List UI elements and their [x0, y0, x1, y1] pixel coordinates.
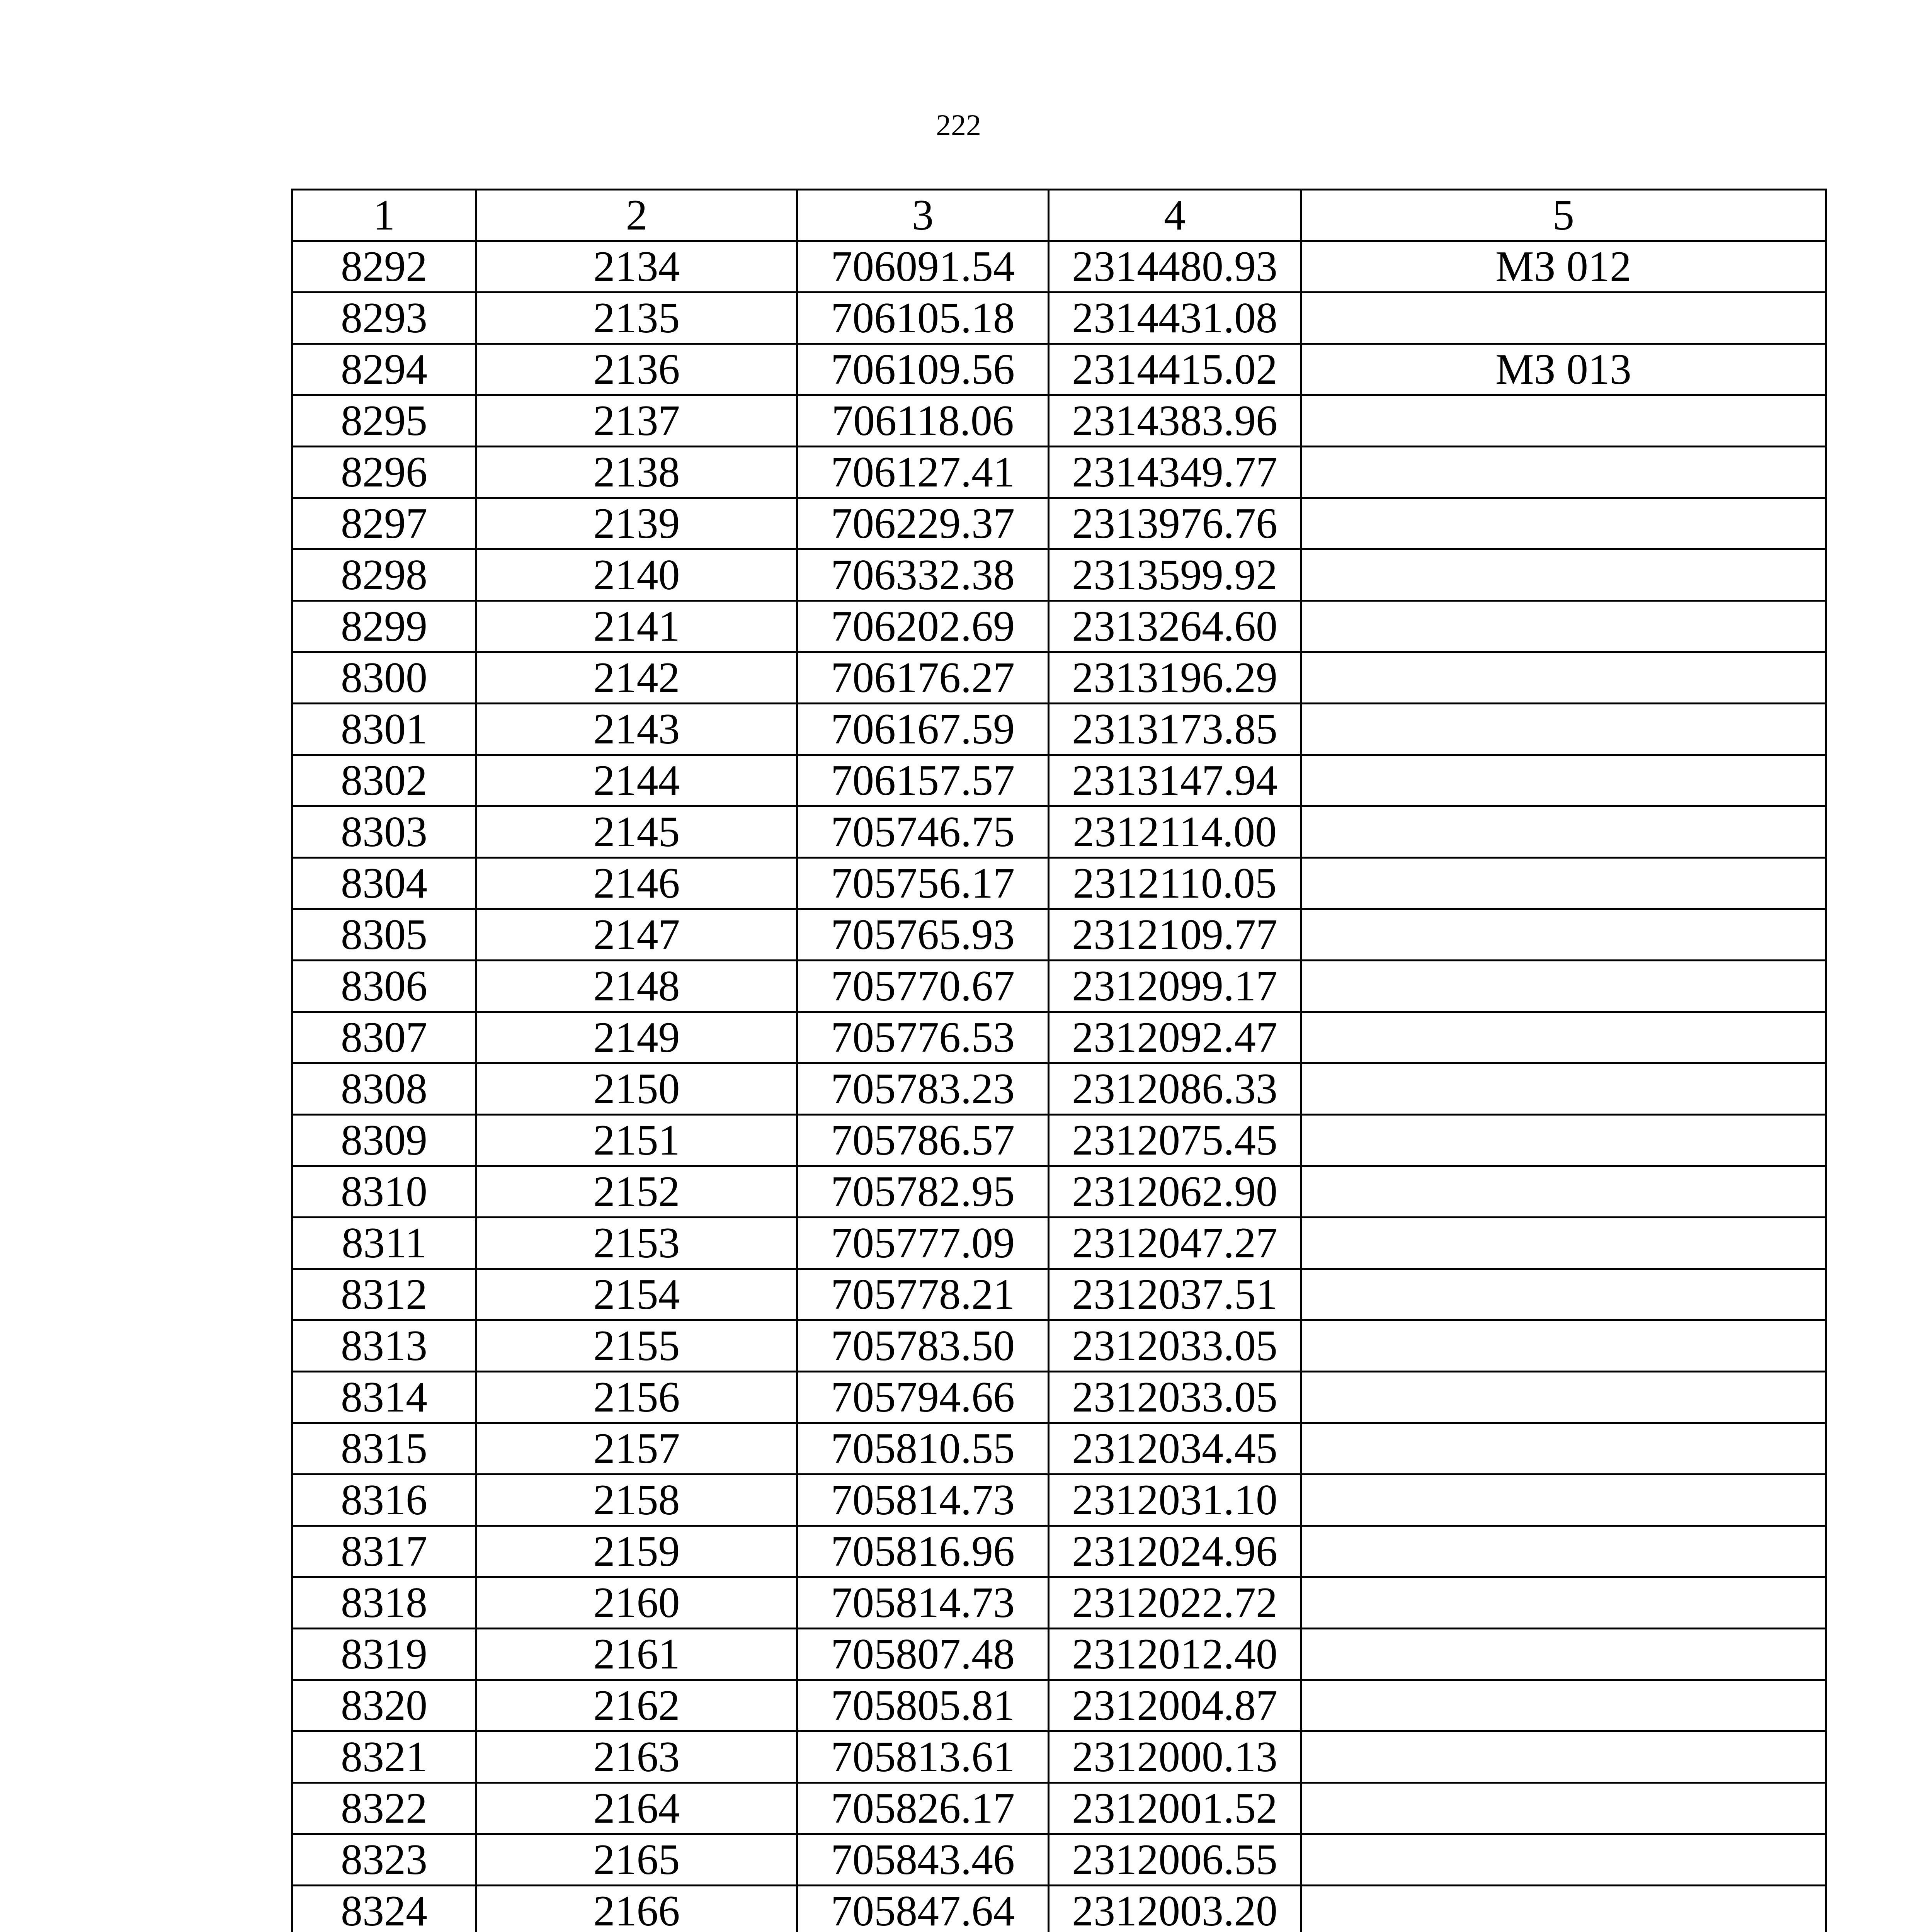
cell-point-number: 8293 [292, 293, 476, 344]
cell-note [1301, 1629, 1826, 1680]
cell-note [1301, 1423, 1826, 1475]
table-row [292, 1526, 1826, 1577]
cell-y-coordinate: 2314383.96 [1049, 395, 1301, 447]
table-row [292, 652, 1826, 704]
column-header-2: 2 [476, 190, 797, 241]
cell-x-coordinate: 705810.55 [797, 1423, 1049, 1475]
cell-index: 2150 [476, 1063, 797, 1115]
cell-note [1301, 447, 1826, 498]
cell-x-coordinate: 706118.06 [797, 395, 1049, 447]
cell-x-coordinate: 705807.48 [797, 1629, 1049, 1680]
table-row [292, 395, 1826, 447]
cell-x-coordinate: 705814.73 [797, 1475, 1049, 1526]
cell-y-coordinate: 2313976.76 [1049, 498, 1301, 549]
coordinates-table [291, 189, 1827, 1932]
table-row [292, 755, 1826, 806]
cell-x-coordinate: 705847.64 [797, 1886, 1049, 1932]
cell-x-coordinate: 706105.18 [797, 293, 1049, 344]
cell-note [1301, 1680, 1826, 1731]
cell-note [1301, 704, 1826, 755]
cell-note [1301, 1012, 1826, 1063]
cell-y-coordinate: 2312099.17 [1049, 961, 1301, 1012]
cell-y-coordinate: 2313264.60 [1049, 601, 1301, 652]
cell-y-coordinate: 2313196.29 [1049, 652, 1301, 704]
cell-x-coordinate: 705814.73 [797, 1577, 1049, 1629]
cell-x-coordinate: 705756.17 [797, 858, 1049, 909]
cell-note [1301, 858, 1826, 909]
cell-x-coordinate: 706332.38 [797, 549, 1049, 601]
cell-index: 2153 [476, 1218, 797, 1269]
column-header-1: 1 [292, 190, 476, 241]
cell-index: 2134 [476, 241, 797, 293]
cell-point-number: 8299 [292, 601, 476, 652]
cell-note [1301, 498, 1826, 549]
page-number: 222 [936, 108, 981, 142]
cell-note [1301, 1218, 1826, 1269]
cell-point-number: 8304 [292, 858, 476, 909]
cell-note [1301, 1320, 1826, 1372]
cell-note [1301, 652, 1826, 704]
cell-point-number: 8294 [292, 344, 476, 395]
table-row [292, 601, 1826, 652]
cell-y-coordinate: 2312110.05 [1049, 858, 1301, 909]
cell-index: 2141 [476, 601, 797, 652]
cell-note [1301, 1783, 1826, 1834]
cell-index: 2155 [476, 1320, 797, 1372]
cell-index: 2164 [476, 1783, 797, 1834]
table-row [292, 344, 1826, 395]
cell-index: 2159 [476, 1526, 797, 1577]
cell-x-coordinate: 706157.57 [797, 755, 1049, 806]
cell-x-coordinate: 706167.59 [797, 704, 1049, 755]
cell-index: 2136 [476, 344, 797, 395]
cell-note [1301, 1886, 1826, 1932]
cell-x-coordinate: 706091.54 [797, 241, 1049, 293]
cell-y-coordinate: 2314349.77 [1049, 447, 1301, 498]
cell-index: 2138 [476, 447, 797, 498]
cell-x-coordinate: 706109.56 [797, 344, 1049, 395]
cell-index: 2162 [476, 1680, 797, 1731]
cell-index: 2139 [476, 498, 797, 549]
table-row [292, 447, 1826, 498]
cell-index: 2148 [476, 961, 797, 1012]
cell-index: 2142 [476, 652, 797, 704]
cell-index: 2143 [476, 704, 797, 755]
cell-y-coordinate: 2312034.45 [1049, 1423, 1301, 1475]
cell-point-number: 8305 [292, 909, 476, 961]
cell-point-number: 8292 [292, 241, 476, 293]
cell-x-coordinate: 705805.81 [797, 1680, 1049, 1731]
cell-x-coordinate: 705794.66 [797, 1372, 1049, 1423]
cell-index: 2165 [476, 1834, 797, 1886]
cell-point-number: 8297 [292, 498, 476, 549]
cell-note [1301, 1577, 1826, 1629]
cell-x-coordinate: 705777.09 [797, 1218, 1049, 1269]
cell-x-coordinate: 705816.96 [797, 1526, 1049, 1577]
cell-y-coordinate: 2312047.27 [1049, 1218, 1301, 1269]
cell-y-coordinate: 2312092.47 [1049, 1012, 1301, 1063]
cell-point-number: 8321 [292, 1731, 476, 1783]
cell-point-number: 8307 [292, 1012, 476, 1063]
cell-x-coordinate: 705746.75 [797, 806, 1049, 858]
column-header-3: 3 [797, 190, 1049, 241]
cell-point-number: 8319 [292, 1629, 476, 1680]
table-row [292, 961, 1826, 1012]
cell-y-coordinate: 2312109.77 [1049, 909, 1301, 961]
cell-index: 2160 [476, 1577, 797, 1629]
cell-point-number: 8323 [292, 1834, 476, 1886]
cell-index: 2145 [476, 806, 797, 858]
table-row [292, 1886, 1826, 1932]
cell-note [1301, 1731, 1826, 1783]
cell-note [1301, 1372, 1826, 1423]
column-header-5: 5 [1301, 190, 1826, 241]
cell-y-coordinate: 2314480.93 [1049, 241, 1301, 293]
table-row [292, 1475, 1826, 1526]
cell-y-coordinate: 2312031.10 [1049, 1475, 1301, 1526]
cell-y-coordinate: 2312004.87 [1049, 1680, 1301, 1731]
cell-index: 2163 [476, 1731, 797, 1783]
table-row [292, 1063, 1826, 1115]
cell-x-coordinate: 706202.69 [797, 601, 1049, 652]
table-row [292, 1423, 1826, 1475]
cell-note [1301, 755, 1826, 806]
table-row [292, 1372, 1826, 1423]
cell-note [1301, 395, 1826, 447]
cell-y-coordinate: 2313173.85 [1049, 704, 1301, 755]
cell-note: МЗ 012 [1301, 241, 1826, 293]
cell-x-coordinate: 706176.27 [797, 652, 1049, 704]
cell-point-number: 8311 [292, 1218, 476, 1269]
cell-point-number: 8309 [292, 1115, 476, 1166]
cell-y-coordinate: 2312062.90 [1049, 1166, 1301, 1218]
cell-y-coordinate: 2314431.08 [1049, 293, 1301, 344]
cell-x-coordinate: 705783.50 [797, 1320, 1049, 1372]
cell-index: 2158 [476, 1475, 797, 1526]
cell-point-number: 8298 [292, 549, 476, 601]
cell-index: 2154 [476, 1269, 797, 1320]
table-row [292, 1577, 1826, 1629]
cell-point-number: 8318 [292, 1577, 476, 1629]
cell-x-coordinate: 705813.61 [797, 1731, 1049, 1783]
table-row [292, 498, 1826, 549]
table-row [292, 1731, 1826, 1783]
cell-index: 2140 [476, 549, 797, 601]
table-row [292, 806, 1826, 858]
table-row [292, 704, 1826, 755]
cell-y-coordinate: 2313599.92 [1049, 549, 1301, 601]
table-row [292, 1783, 1826, 1834]
table-body [292, 190, 1826, 1932]
cell-index: 2144 [476, 755, 797, 806]
cell-index: 2135 [476, 293, 797, 344]
cell-index: 2137 [476, 395, 797, 447]
cell-index: 2157 [476, 1423, 797, 1475]
table-row [292, 1012, 1826, 1063]
cell-point-number: 8313 [292, 1320, 476, 1372]
cell-x-coordinate: 705843.46 [797, 1834, 1049, 1886]
cell-x-coordinate: 705783.23 [797, 1063, 1049, 1115]
table-header-row [292, 190, 1826, 241]
cell-note: МЗ 013 [1301, 344, 1826, 395]
cell-note [1301, 601, 1826, 652]
cell-x-coordinate: 705826.17 [797, 1783, 1049, 1834]
table-row [292, 858, 1826, 909]
cell-x-coordinate: 706127.41 [797, 447, 1049, 498]
cell-note [1301, 1115, 1826, 1166]
cell-point-number: 8308 [292, 1063, 476, 1115]
cell-x-coordinate: 705765.93 [797, 909, 1049, 961]
table-row [292, 293, 1826, 344]
cell-point-number: 8314 [292, 1372, 476, 1423]
cell-point-number: 8295 [292, 395, 476, 447]
cell-y-coordinate: 2312024.96 [1049, 1526, 1301, 1577]
table-row [292, 549, 1826, 601]
cell-index: 2146 [476, 858, 797, 909]
cell-x-coordinate: 705776.53 [797, 1012, 1049, 1063]
cell-index: 2149 [476, 1012, 797, 1063]
cell-x-coordinate: 705770.67 [797, 961, 1049, 1012]
cell-y-coordinate: 2312114.00 [1049, 806, 1301, 858]
cell-point-number: 8312 [292, 1269, 476, 1320]
cell-index: 2166 [476, 1886, 797, 1932]
column-header-4: 4 [1049, 190, 1301, 241]
cell-note [1301, 909, 1826, 961]
table-row [292, 1218, 1826, 1269]
cell-note [1301, 1475, 1826, 1526]
table-row [292, 1680, 1826, 1731]
table-row [292, 241, 1826, 293]
cell-point-number: 8306 [292, 961, 476, 1012]
cell-note [1301, 549, 1826, 601]
table-row [292, 1320, 1826, 1372]
cell-point-number: 8324 [292, 1886, 476, 1932]
cell-y-coordinate: 2314415.02 [1049, 344, 1301, 395]
cell-x-coordinate: 705778.21 [797, 1269, 1049, 1320]
cell-y-coordinate: 2312006.55 [1049, 1834, 1301, 1886]
cell-y-coordinate: 2312012.40 [1049, 1629, 1301, 1680]
cell-y-coordinate: 2312033.05 [1049, 1372, 1301, 1423]
cell-point-number: 8316 [292, 1475, 476, 1526]
cell-note [1301, 1526, 1826, 1577]
cell-index: 2151 [476, 1115, 797, 1166]
cell-point-number: 8300 [292, 652, 476, 704]
cell-point-number: 8317 [292, 1526, 476, 1577]
cell-point-number: 8302 [292, 755, 476, 806]
cell-y-coordinate: 2312000.13 [1049, 1731, 1301, 1783]
cell-y-coordinate: 2312001.52 [1049, 1783, 1301, 1834]
cell-note [1301, 961, 1826, 1012]
cell-note [1301, 1834, 1826, 1886]
cell-y-coordinate: 2312037.51 [1049, 1269, 1301, 1320]
cell-note [1301, 1063, 1826, 1115]
table-row [292, 1834, 1826, 1886]
cell-y-coordinate: 2312022.72 [1049, 1577, 1301, 1629]
table-row [292, 1269, 1826, 1320]
cell-y-coordinate: 2312086.33 [1049, 1063, 1301, 1115]
cell-point-number: 8315 [292, 1423, 476, 1475]
cell-y-coordinate: 2312075.45 [1049, 1115, 1301, 1166]
cell-note [1301, 806, 1826, 858]
cell-note [1301, 1166, 1826, 1218]
cell-note [1301, 293, 1826, 344]
cell-point-number: 8296 [292, 447, 476, 498]
cell-x-coordinate: 705782.95 [797, 1166, 1049, 1218]
cell-index: 2156 [476, 1372, 797, 1423]
cell-note [1301, 1269, 1826, 1320]
cell-point-number: 8310 [292, 1166, 476, 1218]
cell-point-number: 8301 [292, 704, 476, 755]
cell-point-number: 8322 [292, 1783, 476, 1834]
cell-point-number: 8303 [292, 806, 476, 858]
cell-index: 2152 [476, 1166, 797, 1218]
cell-index: 2161 [476, 1629, 797, 1680]
cell-y-coordinate: 2313147.94 [1049, 755, 1301, 806]
cell-index: 2147 [476, 909, 797, 961]
cell-x-coordinate: 705786.57 [797, 1115, 1049, 1166]
cell-x-coordinate: 706229.37 [797, 498, 1049, 549]
table-row [292, 909, 1826, 961]
table-row [292, 1629, 1826, 1680]
cell-point-number: 8320 [292, 1680, 476, 1731]
cell-y-coordinate: 2312033.05 [1049, 1320, 1301, 1372]
cell-y-coordinate: 2312003.20 [1049, 1886, 1301, 1932]
table-row [292, 1115, 1826, 1166]
table-row [292, 1166, 1826, 1218]
